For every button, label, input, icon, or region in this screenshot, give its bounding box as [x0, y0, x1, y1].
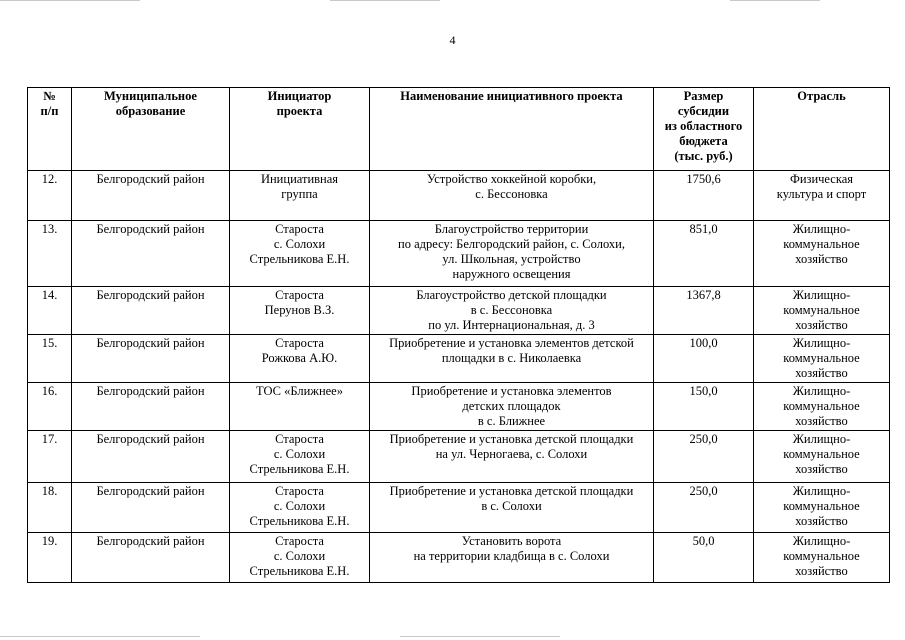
- cell-line: коммунальное: [783, 399, 860, 413]
- cell-initiator: [230, 533, 370, 583]
- cell-number: [28, 171, 72, 221]
- cell-number: [28, 431, 72, 483]
- cell-line: на территории кладбища в с. Солохи: [413, 549, 610, 563]
- cell-line: хозяйство: [795, 366, 848, 380]
- cell-line: коммунальное: [783, 237, 860, 251]
- cell-line: Белгородский район: [96, 534, 205, 548]
- cell-line: Приобретение и установка элементов: [411, 384, 612, 398]
- cell-line: хозяйство: [795, 414, 848, 428]
- cell-municipality: [72, 221, 230, 287]
- cell-number: [28, 335, 72, 383]
- cell-sector: [754, 533, 890, 583]
- header-line: бюджета: [679, 134, 728, 148]
- cell-line: с. Солохи: [273, 447, 326, 461]
- cell-line: Белгородский район: [96, 288, 205, 302]
- table-row: [28, 483, 890, 533]
- cell-line: коммунальное: [783, 351, 860, 365]
- cell-line: Белгородский район: [96, 384, 205, 398]
- cell-initiator: [230, 171, 370, 221]
- cell-subsidy-amount: [654, 287, 754, 335]
- cell-line: Жилищно-: [792, 384, 851, 398]
- cell-line: 14.: [41, 288, 58, 302]
- cell-project-name: [370, 483, 654, 533]
- header-line: Муниципальное: [104, 89, 197, 103]
- cell-line: Жилищно-: [792, 432, 851, 446]
- cell-subsidy-amount: [654, 383, 754, 431]
- cell-project-name: [370, 533, 654, 583]
- cell-line: хозяйство: [795, 318, 848, 332]
- cell-line: Белгородский район: [96, 172, 205, 186]
- cell-line: хозяйство: [795, 564, 848, 578]
- table-row: [28, 287, 890, 335]
- header-line: Инициатор: [267, 89, 332, 103]
- cell-line: по ул. Интернациональная, д. 3: [428, 318, 595, 332]
- header-line: проекта: [276, 104, 323, 118]
- header-line: №: [43, 89, 56, 103]
- table-row: [28, 431, 890, 483]
- cell-line: Староста: [275, 288, 324, 302]
- cell-number: [28, 287, 72, 335]
- cell-sector: [754, 431, 890, 483]
- header-line: Отрасль: [797, 89, 846, 103]
- cell-number: [28, 221, 72, 287]
- cell-line: 250,0: [689, 432, 718, 446]
- cell-line: детских площадок: [462, 399, 561, 413]
- cell-line: Благоустройство территории: [434, 222, 589, 236]
- cell-line: Приобретение и установка детской площадки: [389, 484, 634, 498]
- cell-line: Инициативная: [260, 172, 339, 186]
- header-number: [28, 88, 72, 171]
- cell-project-name: [370, 383, 654, 431]
- cell-line: Староста: [275, 484, 324, 498]
- cell-subsidy-amount: [654, 171, 754, 221]
- cell-line: 12.: [41, 172, 58, 186]
- cell-sector: [754, 383, 890, 431]
- cell-line: с. Солохи: [273, 499, 326, 513]
- cell-initiator: [230, 335, 370, 383]
- cell-line: хозяйство: [795, 252, 848, 266]
- projects-table: [27, 87, 890, 583]
- cell-line: Стрельникова Е.Н.: [249, 252, 350, 266]
- cell-line: 1750,6: [686, 172, 721, 186]
- cell-line: Жилищно-: [792, 534, 851, 548]
- cell-project-name: [370, 335, 654, 383]
- cell-municipality: [72, 335, 230, 383]
- cell-line: Белгородский район: [96, 432, 205, 446]
- cell-line: Физическая: [789, 172, 854, 186]
- page-number: 4: [449, 33, 456, 47]
- cell-line: Староста: [275, 534, 324, 548]
- cell-line: 17.: [41, 432, 58, 446]
- cell-line: в с. Солохи: [481, 499, 542, 513]
- header-initiator: [230, 88, 370, 171]
- cell-line: Стрельникова Е.Н.: [249, 564, 350, 578]
- cell-line: Белгородский район: [96, 222, 205, 236]
- cell-line: площадки в с. Николаевка: [441, 351, 582, 365]
- cell-line: хозяйство: [795, 462, 848, 476]
- cell-line: по адресу: Белгородский район, с. Солохи,: [398, 237, 625, 251]
- cell-line: на ул. Черногаева, с. Солохи: [435, 447, 588, 461]
- cell-line: Благоустройство детской площадки: [416, 288, 607, 302]
- cell-line: культура и спорт: [776, 187, 867, 201]
- cell-line: 13.: [41, 222, 58, 236]
- scan-artifact-line: [400, 636, 560, 637]
- cell-subsidy-amount: [654, 221, 754, 287]
- cell-initiator: [230, 431, 370, 483]
- cell-subsidy-amount: [654, 431, 754, 483]
- header-line: Наименование инициативного проекта: [400, 89, 623, 103]
- header-sector: [754, 88, 890, 171]
- cell-line: коммунальное: [783, 549, 860, 563]
- table-header-row: [28, 88, 890, 171]
- cell-initiator: [230, 287, 370, 335]
- header-line: из областного: [664, 119, 743, 133]
- cell-line: 250,0: [689, 484, 718, 498]
- cell-line: Белгородский район: [96, 484, 205, 498]
- table-row: [28, 383, 890, 431]
- cell-project-name: [370, 431, 654, 483]
- cell-subsidy-amount: [654, 483, 754, 533]
- cell-line: хозяйство: [795, 514, 848, 528]
- cell-initiator: [230, 383, 370, 431]
- cell-line: 150,0: [689, 384, 718, 398]
- cell-sector: [754, 483, 890, 533]
- table-body: [28, 171, 890, 583]
- cell-line: Приобретение и установка элементов детской: [389, 336, 634, 350]
- cell-line: Приобретение и установка детской площадки: [389, 432, 634, 446]
- cell-line: 50,0: [692, 534, 715, 548]
- cell-municipality: [72, 287, 230, 335]
- header-municipality: [72, 88, 230, 171]
- header-line: субсидии: [677, 104, 730, 118]
- cell-line: Установить ворота: [461, 534, 562, 548]
- cell-number: [28, 483, 72, 533]
- header-line: (тыс. руб.): [674, 149, 733, 163]
- cell-line: Жилищно-: [792, 222, 851, 236]
- cell-municipality: [72, 171, 230, 221]
- cell-line: 851,0: [689, 222, 718, 236]
- cell-line: 1367,8: [686, 288, 721, 302]
- cell-number: [28, 383, 72, 431]
- cell-line: 19.: [41, 534, 58, 548]
- cell-project-name: [370, 171, 654, 221]
- cell-line: с. Солохи: [273, 237, 326, 251]
- cell-line: Стрельникова Е.Н.: [249, 514, 350, 528]
- cell-line: Жилищно-: [792, 336, 851, 350]
- cell-sector: [754, 335, 890, 383]
- table-row: [28, 221, 890, 287]
- header-subsidy-amount: [654, 88, 754, 171]
- cell-line: Стрельникова Е.Н.: [249, 462, 350, 476]
- cell-line: Староста: [275, 336, 324, 350]
- cell-line: Устройство хоккейной коробки,: [426, 172, 597, 186]
- cell-line: в с. Бессоновка: [470, 303, 553, 317]
- header-line: образование: [115, 104, 186, 118]
- cell-line: Староста: [275, 222, 324, 236]
- cell-line: в с. Ближнее: [477, 414, 546, 428]
- cell-sector: [754, 221, 890, 287]
- header-line: п/п: [40, 104, 59, 118]
- cell-line: Рожкова А.Ю.: [261, 351, 338, 365]
- cell-number: [28, 533, 72, 583]
- cell-line: 18.: [41, 484, 58, 498]
- cell-line: Жилищно-: [792, 288, 851, 302]
- header-line: Размер: [683, 89, 724, 103]
- cell-line: коммунальное: [783, 303, 860, 317]
- scan-artifact-line: [0, 636, 200, 637]
- scan-artifact-line: [330, 0, 440, 1]
- cell-line: Староста: [275, 432, 324, 446]
- cell-line: коммунальное: [783, 499, 860, 513]
- cell-line: с. Солохи: [273, 549, 326, 563]
- table-row: [28, 171, 890, 221]
- scan-artifact-line: [730, 0, 820, 1]
- cell-line: Белгородский район: [96, 336, 205, 350]
- cell-line: с. Бессоновка: [475, 187, 548, 201]
- cell-line: 16.: [41, 384, 58, 398]
- cell-sector: [754, 171, 890, 221]
- cell-project-name: [370, 221, 654, 287]
- cell-line: 100,0: [689, 336, 718, 350]
- cell-municipality: [72, 483, 230, 533]
- scan-artifact-line: [0, 0, 140, 1]
- cell-line: Жилищно-: [792, 484, 851, 498]
- header-project-name: [370, 88, 654, 171]
- cell-line: наружного освещения: [452, 267, 571, 281]
- cell-line: ул. Школьная, устройство: [442, 252, 581, 266]
- cell-sector: [754, 287, 890, 335]
- cell-subsidy-amount: [654, 335, 754, 383]
- table-row: [28, 533, 890, 583]
- cell-subsidy-amount: [654, 533, 754, 583]
- cell-line: ТОС «Ближнее»: [256, 384, 343, 398]
- cell-line: коммунальное: [783, 447, 860, 461]
- cell-initiator: [230, 483, 370, 533]
- cell-line: группа: [281, 187, 318, 201]
- table-row: [28, 335, 890, 383]
- cell-municipality: [72, 431, 230, 483]
- cell-municipality: [72, 383, 230, 431]
- cell-line: Перунов В.З.: [264, 303, 335, 317]
- cell-initiator: [230, 221, 370, 287]
- cell-line: 15.: [41, 336, 58, 350]
- cell-municipality: [72, 533, 230, 583]
- cell-project-name: [370, 287, 654, 335]
